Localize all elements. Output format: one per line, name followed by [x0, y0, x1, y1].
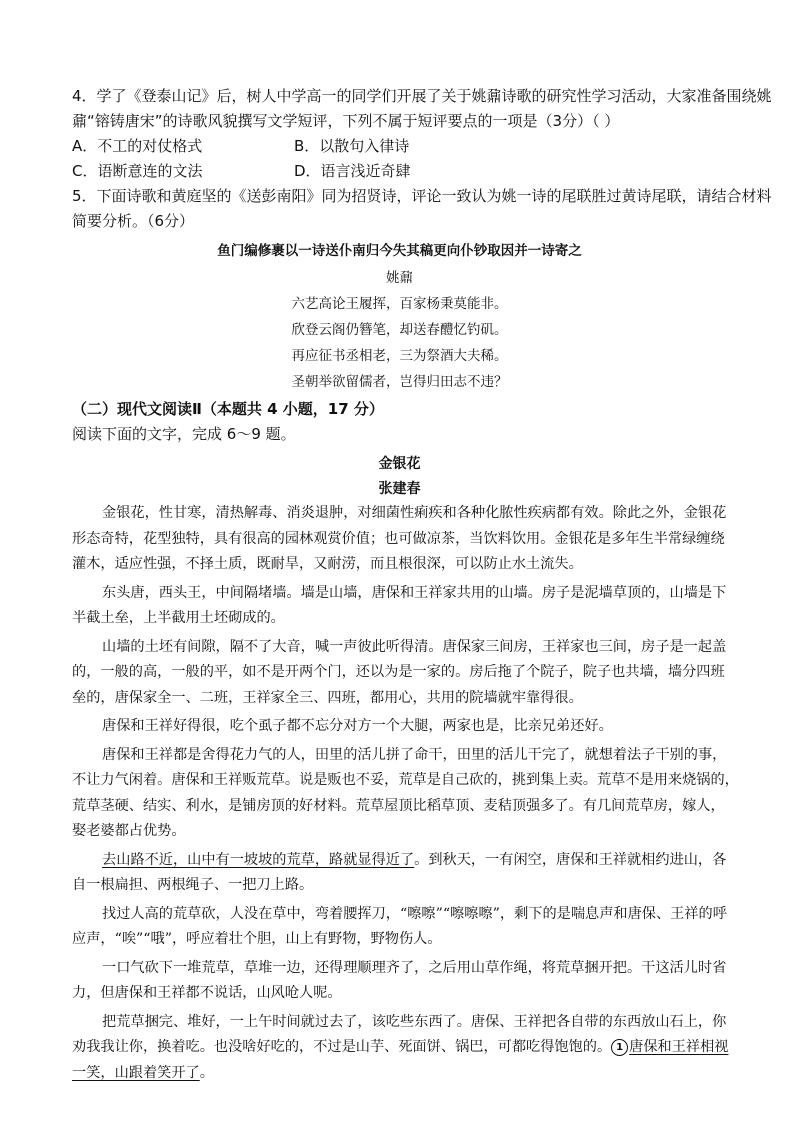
section-instruction: 阅读下面的文字，完成 6～9 题。: [72, 425, 296, 443]
poem-line: 再应征书丞相老，三为祭酒大夫稀。: [291, 348, 508, 364]
text-line: 唐保和王祥都是舍得花力气的人，田里的活儿拼了命干，田里的活儿干完了，就想着法子干别的事，: [102, 746, 727, 763]
question-5-stem-line-2: 简要分析。（6分）: [72, 212, 195, 230]
text-line: 荒草茎硬、结实、利水，是铺房顶的好材料。荒草屋顶比稻草顶、麦秸顶强多了。有几间荒草房，嫁人，: [72, 797, 725, 814]
poem-line: 六艺高论王履挥，百家杨秉莫能非。: [291, 296, 508, 312]
text-line: 把荒草捆完、堆好，一上午时间就过去了，该吃些东西了。唐保、王祥把各自带的东西放山石上，你: [102, 1013, 727, 1030]
story-paragraph-9: [72, 1010, 727, 1087]
story-author: 张建春: [378, 481, 421, 497]
story-paragraph-4: [72, 714, 727, 740]
question-5-stem-line-1: 5．下面诗歌和黄庭坚的《送彭南阳》同为招贤诗，评论一致认为姚一诗的尾联胜过黄诗尾联，请结合材料: [72, 187, 772, 205]
question-4-options-row-1: [72, 134, 727, 159]
question-4: [72, 84, 772, 184]
poem-line: 圣朝举欲留儒者，岂得归田志不违？: [291, 374, 508, 390]
text-line: [72, 848, 727, 874]
text-line: 力，但唐保和王祥都不说话，山风呛人呢。: [72, 985, 342, 1001]
document-page: [72, 84, 772, 1086]
text-line: 灌木，适应性强，不择土质，既耐旱，又耐涝，而且根很深，可以防止水土流失。: [72, 556, 583, 572]
underlined-text: 唐保和王祥相视: [629, 1039, 729, 1055]
question-4-stem-line-2: 鼐“镕铸唐宋”的诗歌风貌撰写文学短评，下列不属于短评要点的一项是（3分）（ ）: [72, 112, 620, 130]
text-line: [72, 1061, 727, 1087]
question-4-options-row-2: [72, 159, 727, 184]
text-line: 形态奇特，花型独特，具有很高的园林观赏价值；也可做凉茶，当饮料饮用。金银花是多年生半常绿缠绕: [72, 530, 725, 547]
option-d[interactable]: D．语言浅近奇肆: [294, 162, 411, 180]
underlined-text: 一笑，山跟着笑开了: [72, 1064, 200, 1081]
text-line: 东头唐，西头王，中间隔堵墙。墙是山墙，唐保和王祥家共用的山墙。房子是泥墙草顶的，山墙是下: [102, 584, 727, 601]
text-fragment: 。到秋天，一有闲空，唐保和王祥就相约进山，各: [414, 851, 727, 868]
text-line: 的，一般的高，一般的平，如不是开两个门，还以为是一家的。房后拖了个院子，院子也共墙，墙分四班: [72, 664, 725, 680]
text-line: 自一根扁担、两根绳子、一把刀上路。: [72, 877, 314, 893]
story-paragraph-2: [72, 581, 727, 632]
story-paragraph-1: [72, 501, 727, 578]
text-line: 金银花，性甘寒，清热解毒、消炎退肿，对细菌性痢疾和各种化脓性疾病都有效。除此之外，金银花: [102, 505, 727, 521]
story-paragraph-5: [72, 743, 739, 845]
poem: [72, 238, 727, 395]
option-a[interactable]: A．不工的对仗格式: [72, 137, 203, 155]
text-line: [72, 1035, 727, 1061]
text-line: 垒的，唐保家全一、二班，王祥家全三、四班，都用心，共用的院墙就牢靠得很。: [72, 689, 583, 706]
text-line: 不让力气闲着。唐保和王祥贩荒草。说是贩也不妥，荒草是自己砍的，挑到集上卖。荒草不是用来烧锅的，: [72, 772, 739, 788]
option-b[interactable]: B．以散句入律诗: [294, 137, 410, 155]
text-line: 山墙的土坯有间隙，隔不了大音，喊一声彼此听得清。唐保家三间房，王祥家也三间，房子是一起盖: [102, 638, 727, 655]
question-5: [72, 184, 772, 234]
circled-number-marker: 1: [611, 1039, 628, 1056]
poem-title: 鱼门编修裹以一诗送仆南归今失其稿更向仆钞取因并一诗寄之: [217, 243, 582, 259]
section-heading: （二）现代文阅读Ⅱ（本题共 4 小题，17 分）: [72, 400, 384, 418]
text-line: 娶老婆都占优势。: [72, 823, 186, 839]
question-4-stem-line-1: 4．学了《登泰山记》后，树人中学高一的同学们开展了关于姚鼐诗歌的研究性学习活动，大家准备围绕姚: [72, 87, 772, 105]
story-paragraph-8: [72, 956, 727, 1007]
text-line: 一口气砍下一堆荒草，草堆一边，还得理顺理齐了，之后用山草作绳，将荒草捆开把。干这活儿时省: [102, 959, 727, 976]
poem-author: 姚鼐: [386, 270, 413, 286]
underlined-sentence-1: [611, 1039, 728, 1055]
option-c[interactable]: C．语断意连的文法: [72, 162, 203, 180]
text-line: 唐保和王祥好得很，吃个虱子都不忘分对方一个大腿，两家也是，比亲兄弟还好。: [102, 718, 613, 734]
story-title: 金银花: [378, 456, 421, 472]
story-paragraph-6: [72, 848, 727, 899]
text-line: 找过人高的荒草砍，人没在草中，弯着腰挥刀，“嚓嚓”“嚓嚓嚓”，剩下的是喘息声和唐保、王祥的呼: [102, 905, 727, 922]
text-fragment: 劝我我让你，换着吃。也没啥好吃的，不过是山芋、死面饼、锅巴，可都吃得饱饱的。: [72, 1039, 612, 1055]
underlined-sentence: 去山路不近，山中有一坡坡的荒草，路就显得近了: [102, 851, 415, 868]
text-line: 半截土垒，上半截用土坯砌成的。: [72, 610, 285, 626]
story-paragraph-7: [72, 902, 727, 953]
story-paragraph-3: [72, 635, 727, 712]
text-line: 应声，“唉”“哦”，呼应着壮个胆，山上有野物，野物伤人。: [72, 931, 442, 947]
text-fragment: 。: [199, 1064, 214, 1081]
poem-line: 欣登云阁仍簪笔，却送春醴忆钓矶。: [291, 322, 508, 338]
